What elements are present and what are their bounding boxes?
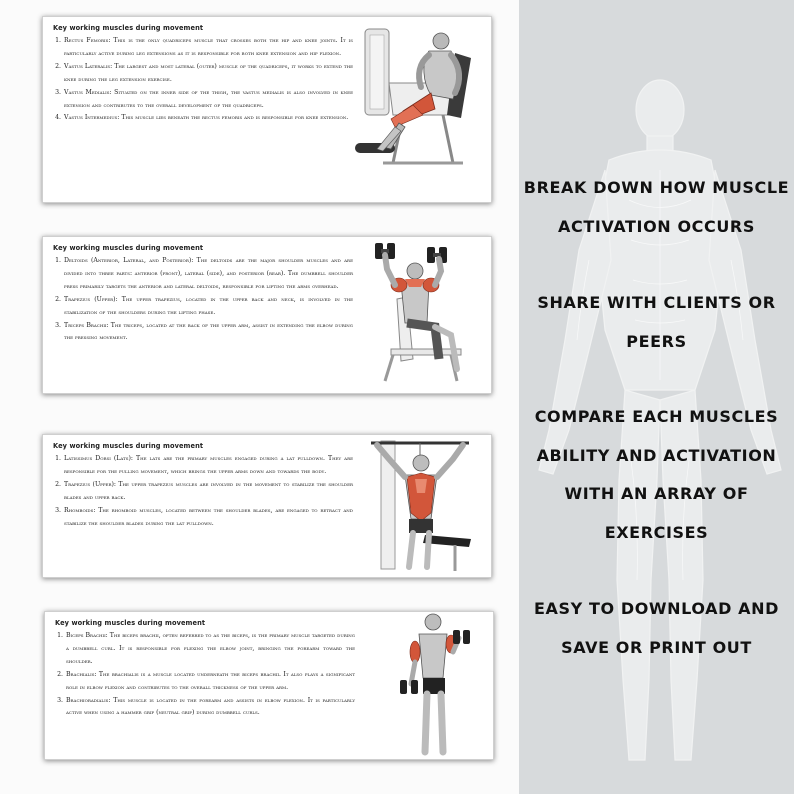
callout-line: SHARE WITH CLIENTS OR (537, 293, 776, 312)
muscle-list (55, 630, 355, 720)
card-text (53, 244, 353, 345)
exercise-card-lat-pulldown (42, 434, 492, 578)
shoulder-press-illustration (361, 239, 481, 389)
list-item: 2. Brachialis: The brachialis is a muscle located underneath the biceps brachii. It also plays a significant role in elbow flexion and contributes to the overall thickness of the upper arm. (65, 669, 355, 695)
callout-line: BREAK DOWN HOW MUSCLE (523, 178, 790, 197)
muscle-list (53, 453, 353, 530)
card-text (53, 442, 353, 530)
callout-line: SAVE OR PRINT OUT (561, 637, 752, 657)
info-panel (519, 0, 794, 794)
callout-line: EXERCISES (604, 522, 709, 542)
callout-share (519, 284, 794, 361)
callout-line: COMPARE EACH MUSCLES (534, 407, 779, 426)
card-text (55, 619, 355, 720)
leg-extension-illustration (343, 23, 483, 173)
callout-muscle-activation (519, 169, 794, 246)
list-item: 1. Latissimus Dorsi (Lats): The lats are the primary muscles engaged during a lat pulldown. They are responsible for the pulling movement, which brings the upper arms down and towards the body. (63, 453, 353, 479)
card-heading: Key working muscles during movement (53, 24, 204, 32)
card-heading: Key working muscles during movement (55, 619, 206, 627)
muscle-list (53, 35, 353, 125)
muscle-list (53, 255, 353, 345)
list-item: 2. Vastus Lateralis: The largest and most lateral (outer) muscle of the quadriceps, it works to extend the knee during the leg extension exercise. (63, 61, 353, 87)
exercise-card-shoulder-press (42, 236, 492, 394)
dumbbell-curl-illustration (395, 612, 475, 757)
list-item: 1. Rectus Femoris: This is the only quadriceps muscle that crosses both the hip and knee joints. It is particularly active during leg extensions as it is responsible for both knee extension and hip flexion. (63, 35, 353, 61)
callout-line: ACTIVATION OCCURS (558, 216, 755, 236)
card-text (53, 24, 353, 125)
card-heading: Key working muscles during movement (53, 442, 204, 450)
lat-pulldown-illustration (365, 435, 487, 575)
list-item: 3. Rhomboids: The rhomboid muscles, located between the shoulder blades, are engaged to retract and stabilize the shoulder blades during the lat pulldown. (63, 505, 353, 531)
list-item: 1. Biceps Brachii: The biceps brachii, often referred to as the biceps, is the primary muscle targeted during a dumbbell curl. It is responsible for flexing the elbow joint, bringing the forearm toward the shoulder. (65, 630, 355, 669)
exercise-card-leg-extension (42, 16, 492, 203)
list-item: 4. Vastus Intermedius: This muscle lies beneath the rectus femoris and is responsible for knee extension. (63, 112, 353, 125)
list-item: 3. Vastus Medialis: Situated on the inner side of the thigh, the vastus medialis is also involved in knee extension and contributes to the overall development of the quadriceps. (63, 87, 353, 113)
callout-line: PEERS (626, 331, 687, 351)
callout-line: WITH AN ARRAY OF (564, 484, 749, 503)
list-item: 1. Deltoids (Anterior, Lateral, and Posterior): The deltoids are the major shoulder muscles and are divided into three parts: anterior (front), lateral (side), and posterior (rear). The dumbbell shoulder press primarily targets the anterior and lateral deltoids, responsible for lifting the arms overhead. (63, 255, 353, 294)
list-item: 3. Brachioradialis: This muscle is located in the forearm and assists in elbow flexion. It is particularly active when using a hammer grip (neutral grip) during dumbbell curls. (65, 695, 355, 721)
callout-line: ABILITY AND ACTIVATION (536, 445, 777, 465)
card-heading: Key working muscles during movement (53, 244, 204, 252)
list-item: 2. Trapezius (Upper): The upper trapezius, located in the upper back and neck, is involved in the stabilization of the shoulders during the lifting phase. (63, 294, 353, 320)
list-item: 3. Triceps Brachii: The triceps, located at the back of the upper arm, assist in extending the elbow during the pressing movement. (63, 320, 353, 346)
anatomy-figure-background (519, 0, 794, 794)
exercise-card-dumbbell-curl (44, 611, 494, 760)
list-item: 2. Trapezius (Upper): The upper trapezius muscles are involved in the movement to stabilize the shoulder blades and upper back. (63, 479, 353, 505)
callout-line: EASY TO DOWNLOAD AND (533, 599, 780, 618)
callout-compare (519, 398, 794, 552)
callout-download (519, 590, 794, 667)
